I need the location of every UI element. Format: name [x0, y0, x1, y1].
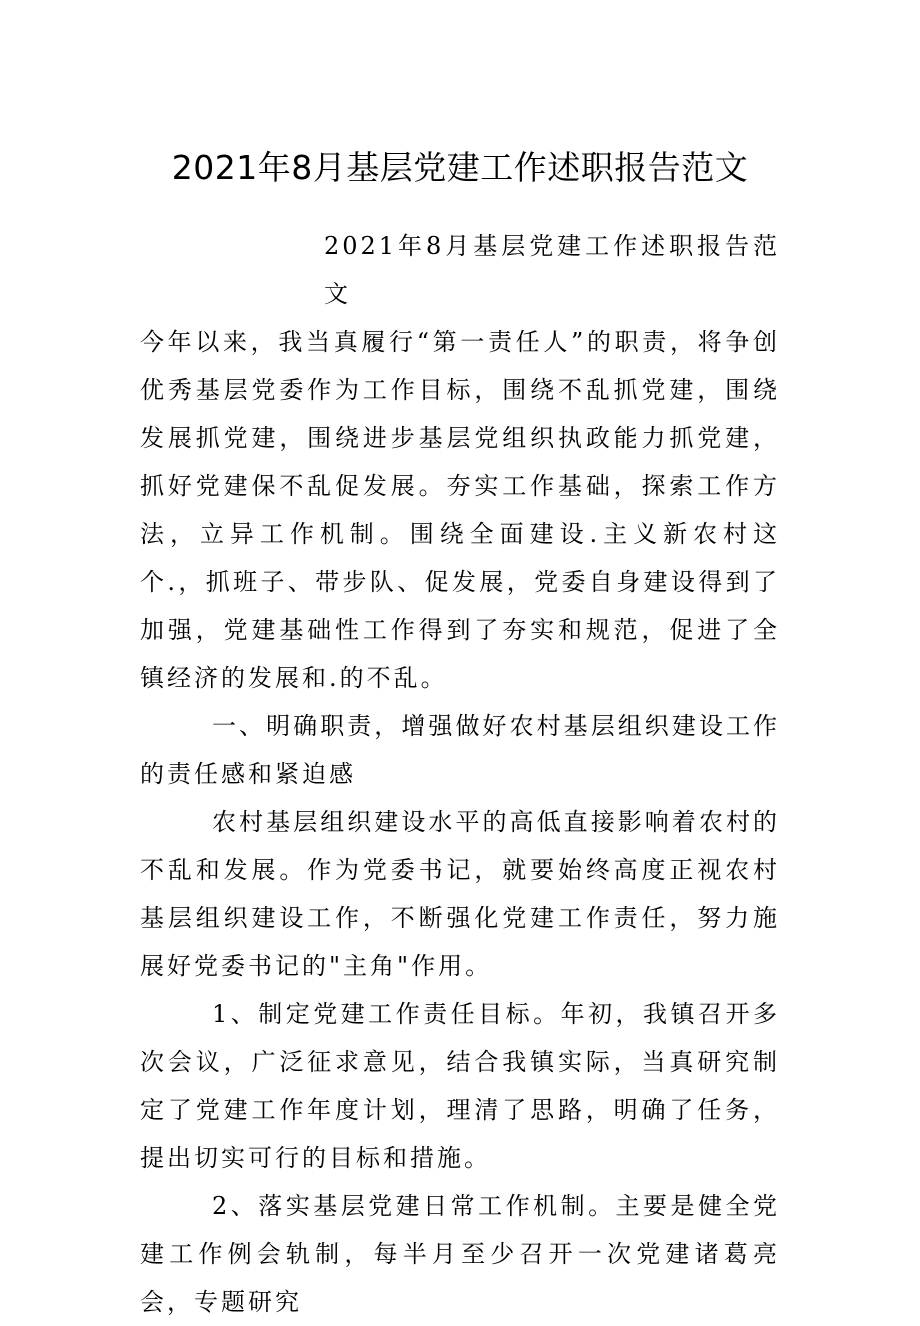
paragraph-intro: 今年以来，我当真履行“第一责任人”的职责，将争创优秀基层党委作为工作目标，围绕不乱抓党建，围绕发展抓党建，围绕进步基层党组织执政能力抓党建，抓好党建保不乱促发展。夯实工作基础，探索工作方法，立异工作机制。围绕全面建设.主义新农村这个.，抓班子、带步队、促发展，党委自身建设得到了加强，党建基础性工作得到了夯实和规范，促进了全镇经济的发展和.的不乱。 — [140, 328, 780, 692]
paragraph-body: 农村基层组织建设水平的高低直接影响着农村的不乱和发展。作为党委书记，就要始终高度正视农村基层组织建设工作，不断强化党建工作责任，努力施展好党委书记的"主角"作用。 — [140, 808, 780, 980]
paragraph-item-2: 2、落实基层党建日常工作机制。主要是健全党建工作例会轨制，每半月至少召开一次党建诸葛亮会，专题研究 — [140, 1192, 780, 1316]
document-title: 2021年8月基层党建工作述职报告范文 — [171, 148, 749, 187]
document-body — [140, 222, 780, 1326]
section-heading-1: 一、明确职责，增强做好农村基层组织建设工作的责任感和紧迫感 — [140, 712, 780, 788]
document-subtitle: 2021年8月基层党建工作述职报告范文 — [324, 232, 780, 308]
paragraph-item-1: 1、制定党建工作责任目标。年初，我镇召开多次会议，广泛征求意见，结合我镇实际，当真研究制定了党建工作年度计划，理清了思路，明确了任务，提出切实可行的目标和措施。 — [140, 1000, 780, 1172]
